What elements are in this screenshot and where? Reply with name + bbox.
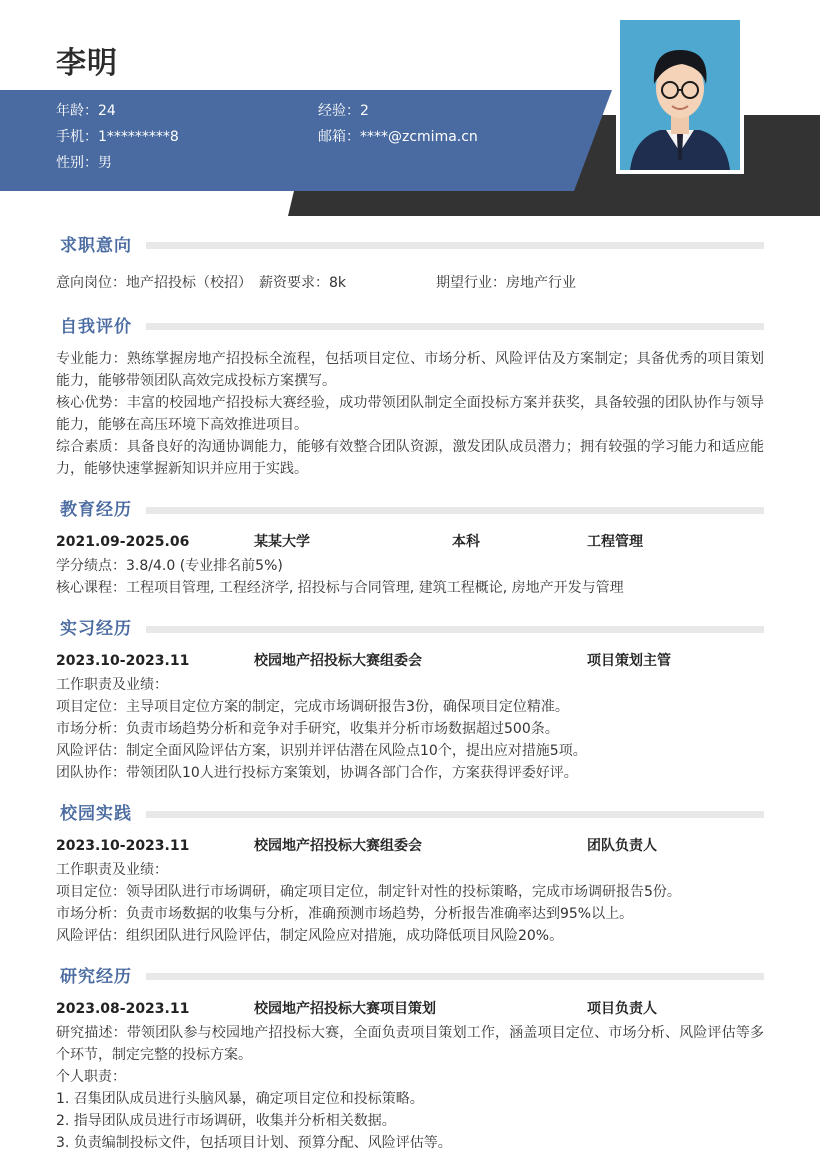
campus-org: 校园地产招投标大赛组委会 (254, 838, 422, 854)
research-period: 2023.08-2023.11 (56, 1001, 190, 1017)
age-info: 年龄：24 (56, 103, 116, 119)
section-title-intention: 求职意向 (60, 236, 132, 256)
avatar-portrait-icon (620, 20, 740, 170)
salary-expectation: 薪资要求：8k (259, 275, 347, 291)
experience-info: 经验：2 (318, 103, 369, 119)
internship-line: 团队协作：带领团队10人进行投标方案策划，协调各部门合作，方案获得评委好评。 (56, 765, 578, 781)
research-role: 项目负责人 (587, 1001, 657, 1017)
education-major: 工程管理 (587, 534, 643, 550)
internship-line: 工作职责及业绩： (56, 677, 168, 693)
section-title-self-evaluation: 自我评价 (60, 317, 132, 337)
section-divider (146, 242, 764, 249)
section-title-internship: 实习经历 (60, 619, 132, 639)
campus-line: 工作职责及业绩： (56, 862, 168, 878)
internship-line: 项目定位：主导项目定位方案的制定，完成市场调研报告3份，确保项目定位精准。 (56, 699, 569, 715)
section-divider (146, 811, 764, 818)
expected-industry: 期望行业：房地产行业 (436, 275, 576, 291)
education-school: 某某大学 (254, 534, 310, 550)
education-degree: 本科 (452, 534, 480, 550)
research-duty: 3. 负责编制投标文件，包括项目计划、预算分配、风险评估等。 (56, 1135, 452, 1151)
section-divider (146, 626, 764, 633)
internship-line: 风险评估：制定全面风险评估方案，识别并评估潜在风险点10个，提出应对措施5项。 (56, 743, 587, 759)
research-project: 校园地产招投标大赛项目策划 (254, 1001, 436, 1017)
education-courses: 核心课程：工程项目管理, 工程经济学, 招投标与合同管理, 建筑工程概论, 房地产开发与管理 (56, 580, 624, 596)
campus-period: 2023.10-2023.11 (56, 838, 190, 854)
section-title-education: 教育经历 (60, 500, 132, 520)
internship-org: 校园地产招投标大赛组委会 (254, 653, 422, 669)
self-evaluation-paragraph: 专业能力：熟练掌握房地产招投标全流程，包括项目定位、市场分析、风险评估及方案制定；具备优秀的项目策划能力，能够带领团队高效完成投标方案撰写。 (56, 351, 764, 389)
education-period: 2021.09-2025.06 (56, 534, 190, 550)
section-divider (146, 507, 764, 514)
section-divider (146, 973, 764, 980)
phone-info: 手机：1*********8 (56, 129, 179, 145)
section-divider (146, 323, 764, 330)
internship-period: 2023.10-2023.11 (56, 653, 190, 669)
research-description: 研究描述：带领团队参与校园地产招投标大赛，全面负责项目策划工作，涵盖项目定位、市场分析、风险评估等多个环节，制定完整的投标方案。 (56, 1025, 764, 1063)
avatar (616, 16, 744, 174)
research-duties-label: 个人职责： (56, 1069, 126, 1085)
research-duty: 1. 召集团队成员进行头脑风暴，确定项目定位和投标策略。 (56, 1091, 424, 1107)
self-evaluation-paragraph: 核心优势：丰富的校园地产招投标大赛经验，成功带领团队制定全面投标方案并获奖，具备较强的团队协作与领导能力，能够在高压环境下高效推进项目。 (56, 395, 764, 433)
gender-info: 性别：男 (56, 155, 112, 171)
research-duty: 2. 指导团队成员进行市场调研，收集并分析相关数据。 (56, 1113, 396, 1129)
intended-position: 意向岗位：地产招投标（校招） (56, 275, 252, 291)
campus-role: 团队负责人 (587, 838, 657, 854)
self-evaluation-paragraph: 综合素质：具备良好的沟通协调能力，能够有效整合团队资源，激发团队成员潜力；拥有较强的学习能力和适应能力，能够快速掌握新知识并应用于实践。 (56, 439, 764, 477)
campus-line: 项目定位：领导团队进行市场调研，确定项目定位，制定针对性的投标策略，完成市场调研报告5份。 (56, 884, 681, 900)
campus-line: 市场分析：负责市场数据的收集与分析，准确预测市场趋势，分析报告准确率达到95%以上。 (56, 906, 634, 922)
education-gpa: 学分绩点：3.8/4.0 (专业排名前5%) (56, 558, 283, 574)
section-title-research: 研究经历 (60, 967, 132, 987)
candidate-name: 李明 (56, 46, 118, 81)
campus-line: 风险评估：组织团队进行风险评估，制定风险应对措施，成功降低项目风险20%。 (56, 928, 564, 944)
section-title-campus: 校园实践 (60, 804, 132, 824)
internship-role: 项目策划主管 (587, 653, 671, 669)
internship-line: 市场分析：负责市场趋势分析和竞争对手研究，收集并分析市场数据超过500条。 (56, 721, 559, 737)
email-info: 邮箱：****@zcmima.cn (318, 129, 478, 145)
